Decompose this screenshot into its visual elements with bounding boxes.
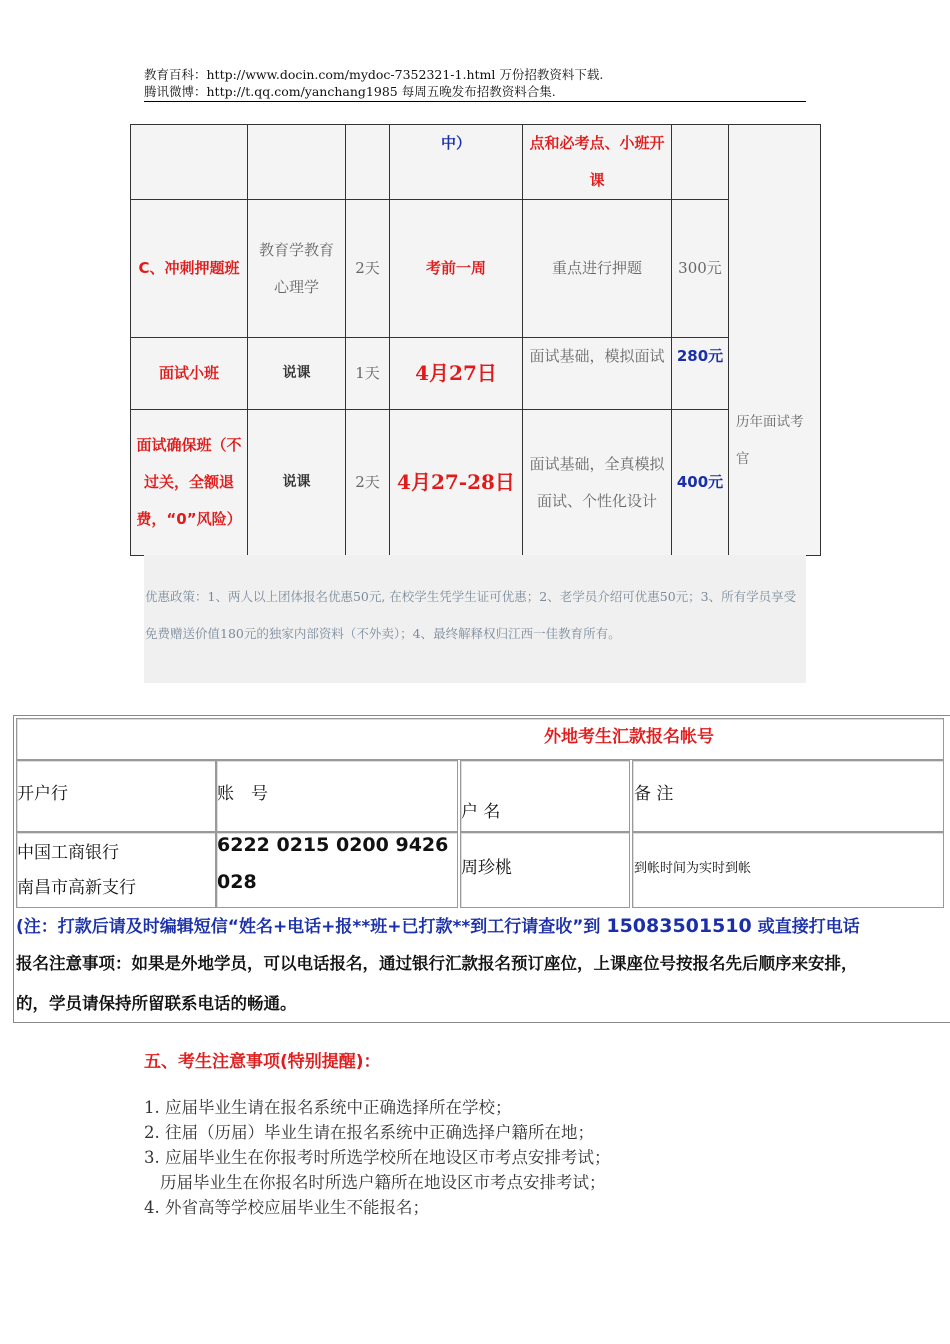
header-account: 账 号 [217, 784, 268, 804]
table-row [131, 125, 821, 200]
bank-name [17, 836, 136, 906]
list-item: 历届毕业生在你报名时所选户籍所在地设区市考点安排考试； [160, 1173, 606, 1192]
header-cell-remark [632, 760, 944, 832]
account-holder: 周珍桃 [461, 858, 512, 878]
course-table [130, 124, 821, 556]
course-subject-cell: 教育学教育心理学 [248, 200, 346, 338]
teacher-note: 历年面试考官 [736, 414, 804, 467]
discount-policy: 优惠政策：1、两人以上团体报名优惠50元, 在校学生凭学生证可优惠；2、老学员介绍可优惠50元；3、所有学员享受免费赠送价值180元的独家内部资料（不外卖）；4、最终解释权归江西一佳教育所有。 [144, 555, 806, 683]
course-days-cell: 2天 [346, 200, 390, 338]
course-price-cell: 280元 [672, 338, 729, 410]
notice-line-2: 的，学员请保持所留联系电话的畅通。 [16, 994, 297, 1013]
table-row [131, 200, 821, 338]
header-divider [144, 101, 806, 102]
header-holder: 户 名 [461, 802, 501, 822]
course-days-cell [346, 125, 390, 200]
remark-text: 到帐时间为实时到帐 [634, 861, 752, 876]
header-line-2: 腾讯微博：http://t.qq.com/yanchang1985 每周五晚发布招教资料合集. [144, 84, 556, 99]
notice-line-1: 报名注意事项：如果是外地学员，可以电话报名，通过银行汇款报名预订座位，上课座位号按报名先后顺序来安排， [16, 954, 858, 973]
course-content-cell: 面试基础，全真模拟面试、个性化设计 [523, 410, 672, 556]
note-prefix: (注：打款后请及时编辑短信“姓名+电话+报**班+已打款**到工行请查收”到 [16, 917, 601, 937]
registration-notice [16, 944, 950, 1024]
title-cell [16, 718, 944, 760]
course-price-cell [672, 125, 729, 200]
bank-name-line-1: 中国工商银行 [17, 843, 119, 863]
course-period-cell: 4月27日 [390, 338, 523, 410]
course-name-cell: 面试小班 [131, 338, 248, 410]
notice-list [144, 1095, 611, 1220]
header-remark: 备 注 [634, 784, 674, 804]
course-teacher-cell [729, 125, 821, 410]
course-name-cell [131, 125, 248, 200]
bank-title: 外地考生汇款报名帐号 [544, 727, 714, 747]
table-row [131, 338, 821, 410]
list-item: 4. 外省高等学校应届毕业生不能报名； [144, 1198, 429, 1217]
course-period-cell: 考前一周 [390, 200, 523, 338]
contact-phone: 15083501510 [606, 915, 752, 937]
table-row [131, 410, 821, 556]
note-suffix: 或直接打电话 [757, 917, 860, 937]
payment-note [16, 912, 860, 937]
page-header [144, 66, 806, 100]
account-number: 6222 0215 0200 9426 028 [217, 834, 449, 893]
course-subject-cell: 说课 [248, 338, 346, 410]
bank-account-table [13, 715, 950, 1023]
course-content-cell: 面试基础，模拟面试 [523, 338, 672, 410]
course-subject-cell [248, 125, 346, 200]
section-title: 五、考生注意事项(特别提醒)： [144, 1052, 381, 1072]
course-content-cell: 点和必考点、小班开课 [523, 125, 672, 200]
course-subject-cell: 说课 [248, 410, 346, 556]
header-bank: 开户行 [17, 784, 68, 804]
list-item: 3. 应届毕业生在你报考时所选学校所在地设区市考点安排考试； [144, 1148, 611, 1167]
course-days-cell: 1天 [346, 338, 390, 410]
course-period-cell: 4月27-28日 [390, 410, 523, 556]
course-content-cell: 重点进行押题 [523, 200, 672, 338]
header-line-1: 教育百科：http://www.docin.com/mydoc-7352321-1.html 万份招教资料下载. [144, 67, 604, 82]
list-item: 2. 往届（历届）毕业生请在报名系统中正确选择户籍所在地； [144, 1123, 594, 1142]
course-period-cell: 中） [390, 125, 523, 200]
course-price-cell: 400元 [672, 410, 729, 556]
course-days-cell: 2天 [346, 410, 390, 556]
course-name-cell: C、冲刺押题班 [131, 200, 248, 338]
course-name-cell: 面试确保班（不过关，全额退费，“0”风险） [131, 410, 248, 556]
course-price-cell: 300元 [672, 200, 729, 338]
list-item: 1. 应届毕业生请在报名系统中正确选择所在学校； [144, 1098, 512, 1117]
bank-name-line-2: 南昌市高新支行 [17, 878, 136, 898]
